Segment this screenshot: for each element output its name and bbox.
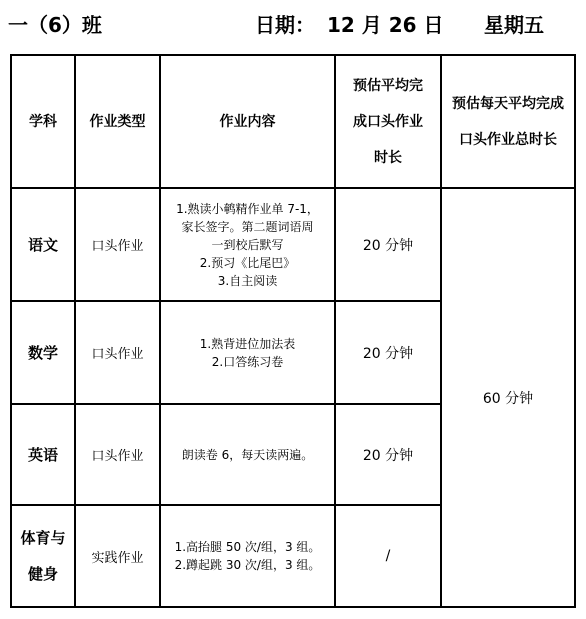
page-header xyxy=(0,0,586,48)
col-header-avg-time xyxy=(335,55,441,188)
subject-line: 体育与 xyxy=(20,529,66,547)
col-header-total-time-line: 口头作业总时长 xyxy=(459,131,557,148)
content-line: 1.高抬腿 50 次/组，3 组。 xyxy=(174,540,321,554)
content-line: 1.熟背进位加法表 xyxy=(199,336,296,351)
content-line: 2.蹲起跳 30 次/组，3 组。 xyxy=(174,558,321,572)
subject-line: 健身 xyxy=(27,565,58,583)
content-line: 朗读卷 6，每天读两遍。 xyxy=(181,447,314,462)
col-header-type: 作业类型 xyxy=(75,55,160,188)
subject-cell: 数学 xyxy=(11,301,75,404)
duration-cell: 20 分钟 xyxy=(335,301,441,404)
col-header-subject: 学科 xyxy=(11,55,75,188)
duration-cell: 20 分钟 xyxy=(335,188,441,301)
content-line: 1.熟读小鹌精作业单 7-1， xyxy=(176,201,319,216)
class-name: 一（6）班 xyxy=(8,13,102,37)
content-line: 2.口答练习卷 xyxy=(211,354,284,369)
col-header-avg-time-line: 预估平均完 xyxy=(353,77,423,94)
content-line: 2.预习《比尾巴》 xyxy=(199,255,296,270)
content-line: 3.自主阅读 xyxy=(217,273,278,288)
date-value: 12 月 26 日 xyxy=(327,13,444,37)
col-header-total-time xyxy=(441,55,575,188)
table-header-row xyxy=(11,55,575,188)
subject-cell xyxy=(11,505,75,607)
col-header-avg-time-line: 成口头作业 xyxy=(353,113,423,130)
homework-table xyxy=(10,54,576,608)
col-header-total-time-line: 预估每天平均完成 xyxy=(452,95,564,112)
total-time-cell: 60 分钟 xyxy=(441,188,575,607)
content-cell xyxy=(160,404,335,505)
duration-cell: 20 分钟 xyxy=(335,404,441,505)
content-line: 家长签字。第二题词语周 xyxy=(181,219,314,234)
duration-cell: / xyxy=(335,505,441,607)
type-cell: 口头作业 xyxy=(75,404,160,505)
type-cell: 实践作业 xyxy=(75,505,160,607)
content-line: 一到校后默写 xyxy=(211,237,284,252)
weekday: 星期五 xyxy=(484,13,544,37)
date-label: 日期： xyxy=(255,13,315,37)
table-row-chinese xyxy=(11,188,575,301)
subject-cell: 英语 xyxy=(11,404,75,505)
type-cell: 口头作业 xyxy=(75,188,160,301)
col-header-avg-time-line: 时长 xyxy=(374,149,402,166)
col-header-content: 作业内容 xyxy=(160,55,335,188)
subject-cell: 语文 xyxy=(11,188,75,301)
content-cell xyxy=(160,301,335,404)
type-cell: 口头作业 xyxy=(75,301,160,404)
content-cell xyxy=(160,505,335,607)
content-cell xyxy=(160,188,335,301)
